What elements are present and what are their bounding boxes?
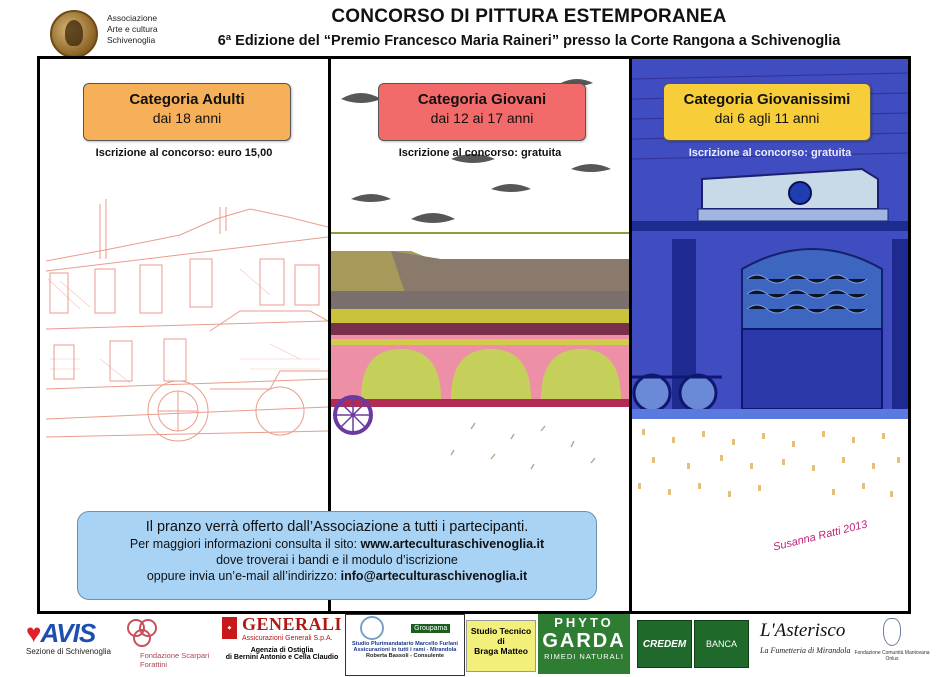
furlani-emblem-icon (360, 616, 384, 640)
fondazione-logo: Fondazione Comunità Mantovana Onlus (852, 618, 932, 662)
studio-tecnico-logo: Studio Tecnico di Braga Matteo (466, 620, 536, 672)
furlani-logo: Groupama Studio Plurimandatario Marcello Furlani Assicurazioni in tutti i rami - Mirandola Roberta Bassoli - Consulente (345, 614, 465, 676)
fee-youth: Iscrizione al concorso: gratuita (398, 147, 562, 159)
fee-adults: Iscrizione al concorso: euro 15,00 (95, 147, 273, 159)
association-name: Associazione Arte e cultura Schivenoglia (107, 13, 158, 45)
category-children-box: Categoria Giovanissimi dai 6 agli 11 anni (663, 83, 871, 141)
artist-signature: Susanna Ratti 2013 (771, 518, 869, 554)
avis-logo: ♥AVIS Sezione di Schivenoglia (26, 618, 111, 656)
lion-icon: ◆ (222, 617, 237, 639)
fondazione-emblem-icon (883, 618, 901, 646)
email-link[interactable]: info@arteculturaschivenoglia.it (340, 569, 528, 583)
generali-logo: ◆ GENERALI Assicurazioni Generali S.p.A. Agenzia di Ostiglia di Bernini Antonio e Cella Claudio (222, 614, 342, 661)
asterisco-logo: L'Asterisco La Fumetteria di Mirandola (760, 620, 851, 655)
page-title: CONCORSO DI PITTURA ESTEMPORANEA (331, 6, 727, 27)
category-youth-box: Categoria Giovani dai 12 ai 17 anni (378, 83, 586, 141)
page-subtitle: 6ª Edizione del “Premio Francesco Maria Raineri” presso la Corte Rangona a Schivenoglia (217, 33, 841, 49)
category-adults-box: Categoria Adulti dai 18 anni (83, 83, 291, 141)
credem-logo: CREDEM BANCA (637, 620, 749, 668)
website-link[interactable]: www.arteculturaschivenoglia.it (360, 537, 545, 551)
scarpari-logo: Fondazione Scarpari Forattini (124, 616, 214, 669)
sponsor-bar (0, 612, 938, 677)
header (0, 0, 938, 56)
info-box: Il pranzo verrà offerto dall’Associazione a tutti i partecipanti. Per maggiori informazioni consulta il sito: www.arteculturaschivenoglia.it dove troverai i bandi e il modulo d’iscrizione oppure invia un’e-mail all’indirizzo: info@arteculturaschivenoglia.it (77, 511, 597, 600)
fee-children: Iscrizione al concorso: gratuita (688, 147, 852, 159)
phyto-garda-logo: PHYTO GARDA RIMEDI NATURALI (538, 614, 630, 674)
scarpari-emblem-icon (124, 616, 164, 650)
